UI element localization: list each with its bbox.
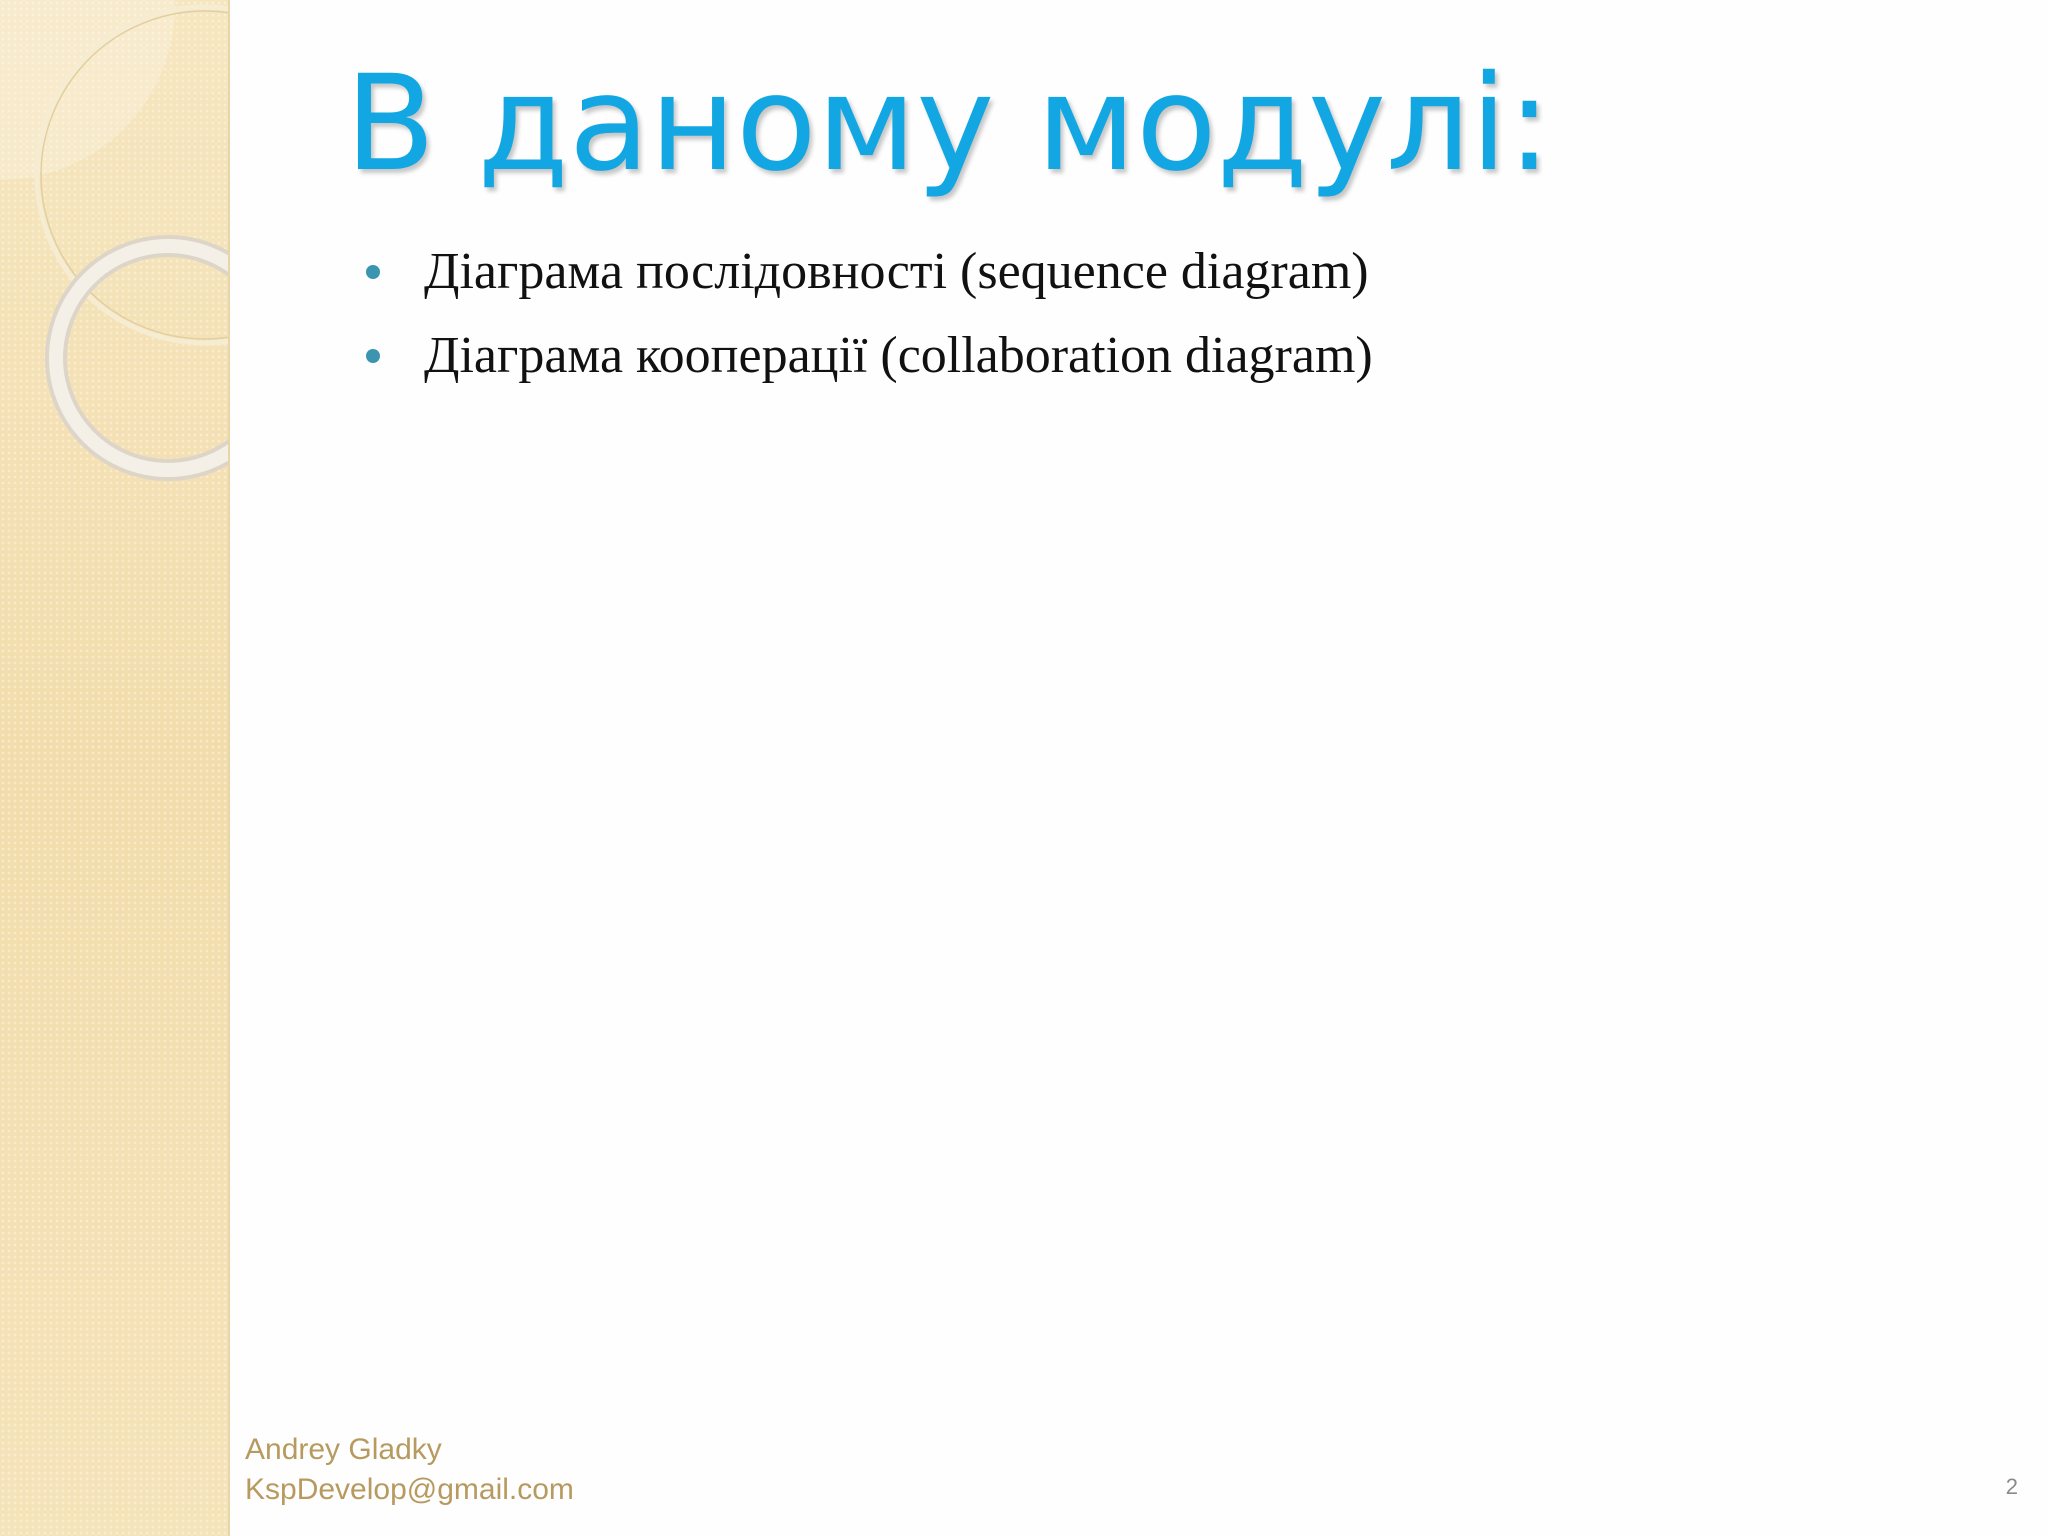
bullet-item [360,324,1373,408]
footer [245,1430,574,1510]
bullet-dot-icon [366,349,380,363]
slide-title: В даному модулі: [345,47,1552,201]
bullet-text: Діаграма послідовності (sequence diagram) [424,243,1369,300]
bullet-item [360,240,1373,324]
bullet-text: Діаграма кооперації (collaboration diagram) [424,327,1373,384]
decorative-side-band [0,0,230,1536]
decorative-rings-graphic [0,0,228,520]
bullet-dot-icon [366,265,380,279]
footer-email: KspDevelop@gmail.com [245,1473,574,1506]
footer-author-name: Andrey Gladky [245,1433,442,1466]
bullet-list [360,240,1373,408]
page-number: 2 [2005,1474,2018,1499]
